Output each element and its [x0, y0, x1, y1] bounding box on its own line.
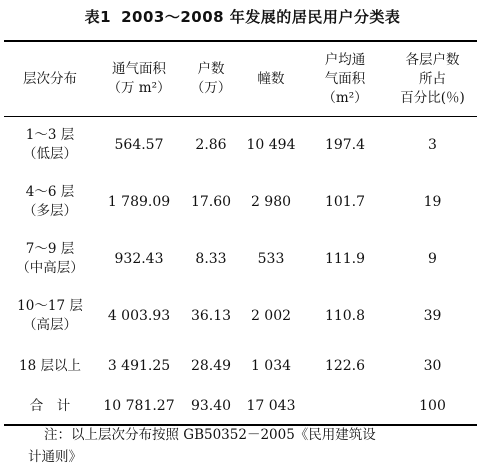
header-cell: 户数 （万）: [182, 41, 240, 117]
header-cell: 户均通 气面积 （m²）: [302, 41, 388, 117]
table-cell: 2 002: [250, 307, 292, 324]
table-cell: 合 计: [29, 397, 71, 414]
table-cell: 111.9: [324, 250, 366, 267]
table-cell: 564.57: [114, 136, 164, 153]
table-cell: 10～17 层 （高层）: [17, 298, 83, 333]
table-cell: 122.6: [324, 358, 366, 374]
table-title-text: 2003～2008 年发展的居民用户分类表: [121, 8, 401, 26]
table-cell: [302, 389, 388, 425]
table-cell: 197.4: [324, 136, 366, 153]
table-cell: 30: [423, 358, 442, 374]
table-total-row: [4, 389, 477, 425]
data-table: [4, 40, 477, 426]
table-cell: 932.43: [114, 250, 164, 267]
table-row: [4, 174, 477, 231]
table-cell: 1 789.09: [107, 193, 171, 210]
table-cell: 100: [419, 397, 446, 414]
table-cell: 36.13: [190, 307, 232, 324]
table-row: [4, 117, 477, 174]
note-line: 计通则》: [28, 449, 82, 465]
table-cell: 10 494: [246, 136, 296, 153]
table-cell: 9: [428, 250, 437, 267]
table-number: 表1: [84, 8, 112, 26]
table-cell: 18 层以上: [19, 358, 81, 374]
header-cell: 层次分布: [4, 41, 96, 117]
table-cell: 1～3 层 （低层）: [23, 127, 77, 163]
table-cell: 17.60: [190, 193, 232, 210]
table-cell: 17 043: [246, 397, 296, 414]
table-cell: 28.49: [190, 358, 232, 374]
table-row: [4, 288, 477, 345]
table-cell: 4 003.93: [107, 307, 171, 324]
table-cell: 101.7: [324, 193, 366, 210]
table-cell: 3: [428, 136, 437, 153]
table-title: [0, 6, 485, 27]
table-row: [4, 231, 477, 288]
table-cell: 39: [423, 307, 442, 324]
header-cell: 各层户数 所占 百分比(％): [388, 41, 477, 117]
table-cell: 1 034: [250, 358, 292, 374]
note-line: 注：以上层次分布按照 GB50352－2005《民用建筑设: [44, 427, 376, 443]
table-cell: 110.8: [324, 307, 366, 324]
table-cell: 8.33: [195, 250, 227, 267]
table-cell: 19: [423, 193, 442, 210]
header-row: [4, 41, 477, 117]
table-cell: 2.86: [195, 136, 227, 153]
table-cell: 4～6 层 （多层）: [23, 184, 77, 219]
table-row: [4, 345, 477, 389]
table-cell: 533: [257, 250, 285, 267]
table-cell: 3 491.25: [107, 358, 171, 374]
table-cell: 10 781.27: [103, 397, 175, 414]
header-cell: 通气面积 （万 m²）: [96, 41, 182, 117]
table-cell: 7～9 层 （中高层）: [16, 241, 84, 276]
table-cell: 2 980: [250, 193, 292, 210]
table-note: [28, 424, 468, 468]
table-cell: 93.40: [190, 397, 232, 414]
header-cell: 幢数: [240, 41, 302, 117]
